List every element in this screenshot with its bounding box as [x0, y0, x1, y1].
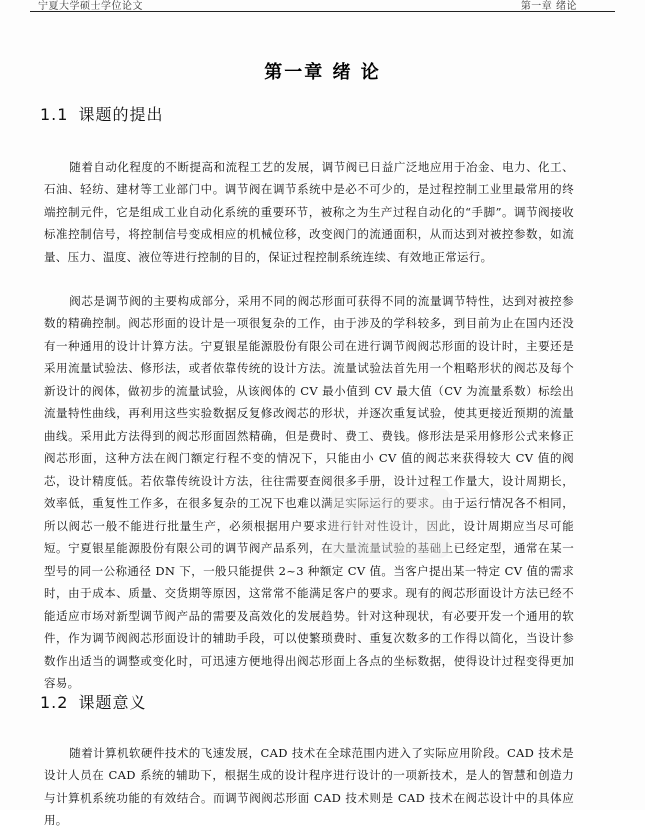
running-header — [0, 0, 645, 14]
section-title: 课题意义 — [78, 693, 147, 712]
header-chapter-label: 第一章 绪论 — [520, 1, 577, 12]
header-thesis-title: 宁夏大学硕士学位论文 — [38, 1, 143, 12]
chapter-title: 第一章 绪 论 — [264, 62, 381, 83]
section-heading-1-2 — [40, 690, 146, 713]
section-number: 1.1 — [40, 105, 69, 124]
section-number: 1.2 — [40, 693, 69, 712]
header-rule — [30, 11, 615, 12]
section-title: 课题的提出 — [78, 105, 164, 124]
paragraph: 随着自动化程度的不断提高和流程工艺的发展，调节阀已日益广泛地应用于冶金、电力、化工、石油、轻纺、建材等工业部门中。调节阀在调节系统中是必不可少的，是过程控制工业里最常用的终端控制元件，它是组成工业自动化系统的重要环节，被称之为生产过程自动化的“手脚”。调节阀接收标准控制信号，将控制信号变成相应的机械位移，改变阀门的流通面积，从而达到对被控参数，如流量、压力、温度、液位等进行控制的目的，保证过程控制系统连续、有效地正常运行。 — [44, 159, 574, 264]
section-heading-1-1 — [40, 102, 163, 125]
paragraph: 随着计算机软硬件技术的飞速发展，CAD 技术在全球范围内进入了实际应用阶段。CAD 技术是设计人员在 CAD 系统的辅助下，根据生成的设计程序进行设计的一项新技术，是人的智慧和创造力与计算机系统功能的有效结合。而调节阀阀芯形面 CAD 技术则是 CAD 技术在阀芯设计中的具体应用。 — [44, 745, 574, 827]
paragraph: 阀芯是调节阀的主要构成部分，采用不同的阀芯形面可获得不同的流量调节特性，达到对被控参数的精确控制。阀芯形面的设计是一项很复杂的工作，由于涉及的学科较多，到目前为止在国内还没有一种通用的设计计算方法。宁夏银星能源股份有限公司在进行调节阀阀芯形面的设计时，主要还是采用流量试验法、修形法，或者依靠传统的设计方法。流量试验法首先用一个粗略形状的阀芯及每个新设计的阀体，做初步的流量试验，从该阀体的 CV 最小值到 CV 最大值（CV 为流量系数）标绘出流量特性曲线，再利用这些实验数据反复修改阀芯的形状，并逐次重复试验，使其更接近预期的流量曲线。采用此方法得到的阀芯形面固然精确，但是费时、费工、费钱。修形法是采用修形公式来修正阀芯形面，这种方法在阀门额定行程不变的情况下，只能由小 CV 值的阀芯来获得较大 CV 值的阀芯，设计精度低。若依靠传统设计方法，往往需要查阅很多手册，设计过程工作量大，设计周期长，效率低，重复性工作多，在很多复杂的工况下也难以满足实际运行的要求。由于运行情况各不相同，所以阀芯一般不能进行批量生产，必须根据用户要求进行针对性设计，因此，设计周期应当尽可能短。宁夏银星能源股份有限公司的调节阀产品系列，在大量流量试验的基础上已经定型，通常在某一型号的同一公称通径 DN 下，一般只能提供 2~3 种额定 CV 值。当客户提出某一特定 CV 值的需求时，由于成本、质量、交货期等原因，这常常不能满足客户的要求。现有的阀芯形面设计方法已经不能适应市场对新型调节阀产品的需要及高效化的发展趋势。针对这种现状，有必要开发一个通用的软件，作为调节阀阀芯形面设计的辅助手段，可以使繁琐费时、重复次数多的工作得以简化，当设计参数作出适当的调整或变化时，可迅速方便地得出阀芯形面上各点的坐标数据，使得设计过程变得更加容易。 — [44, 293, 574, 690]
